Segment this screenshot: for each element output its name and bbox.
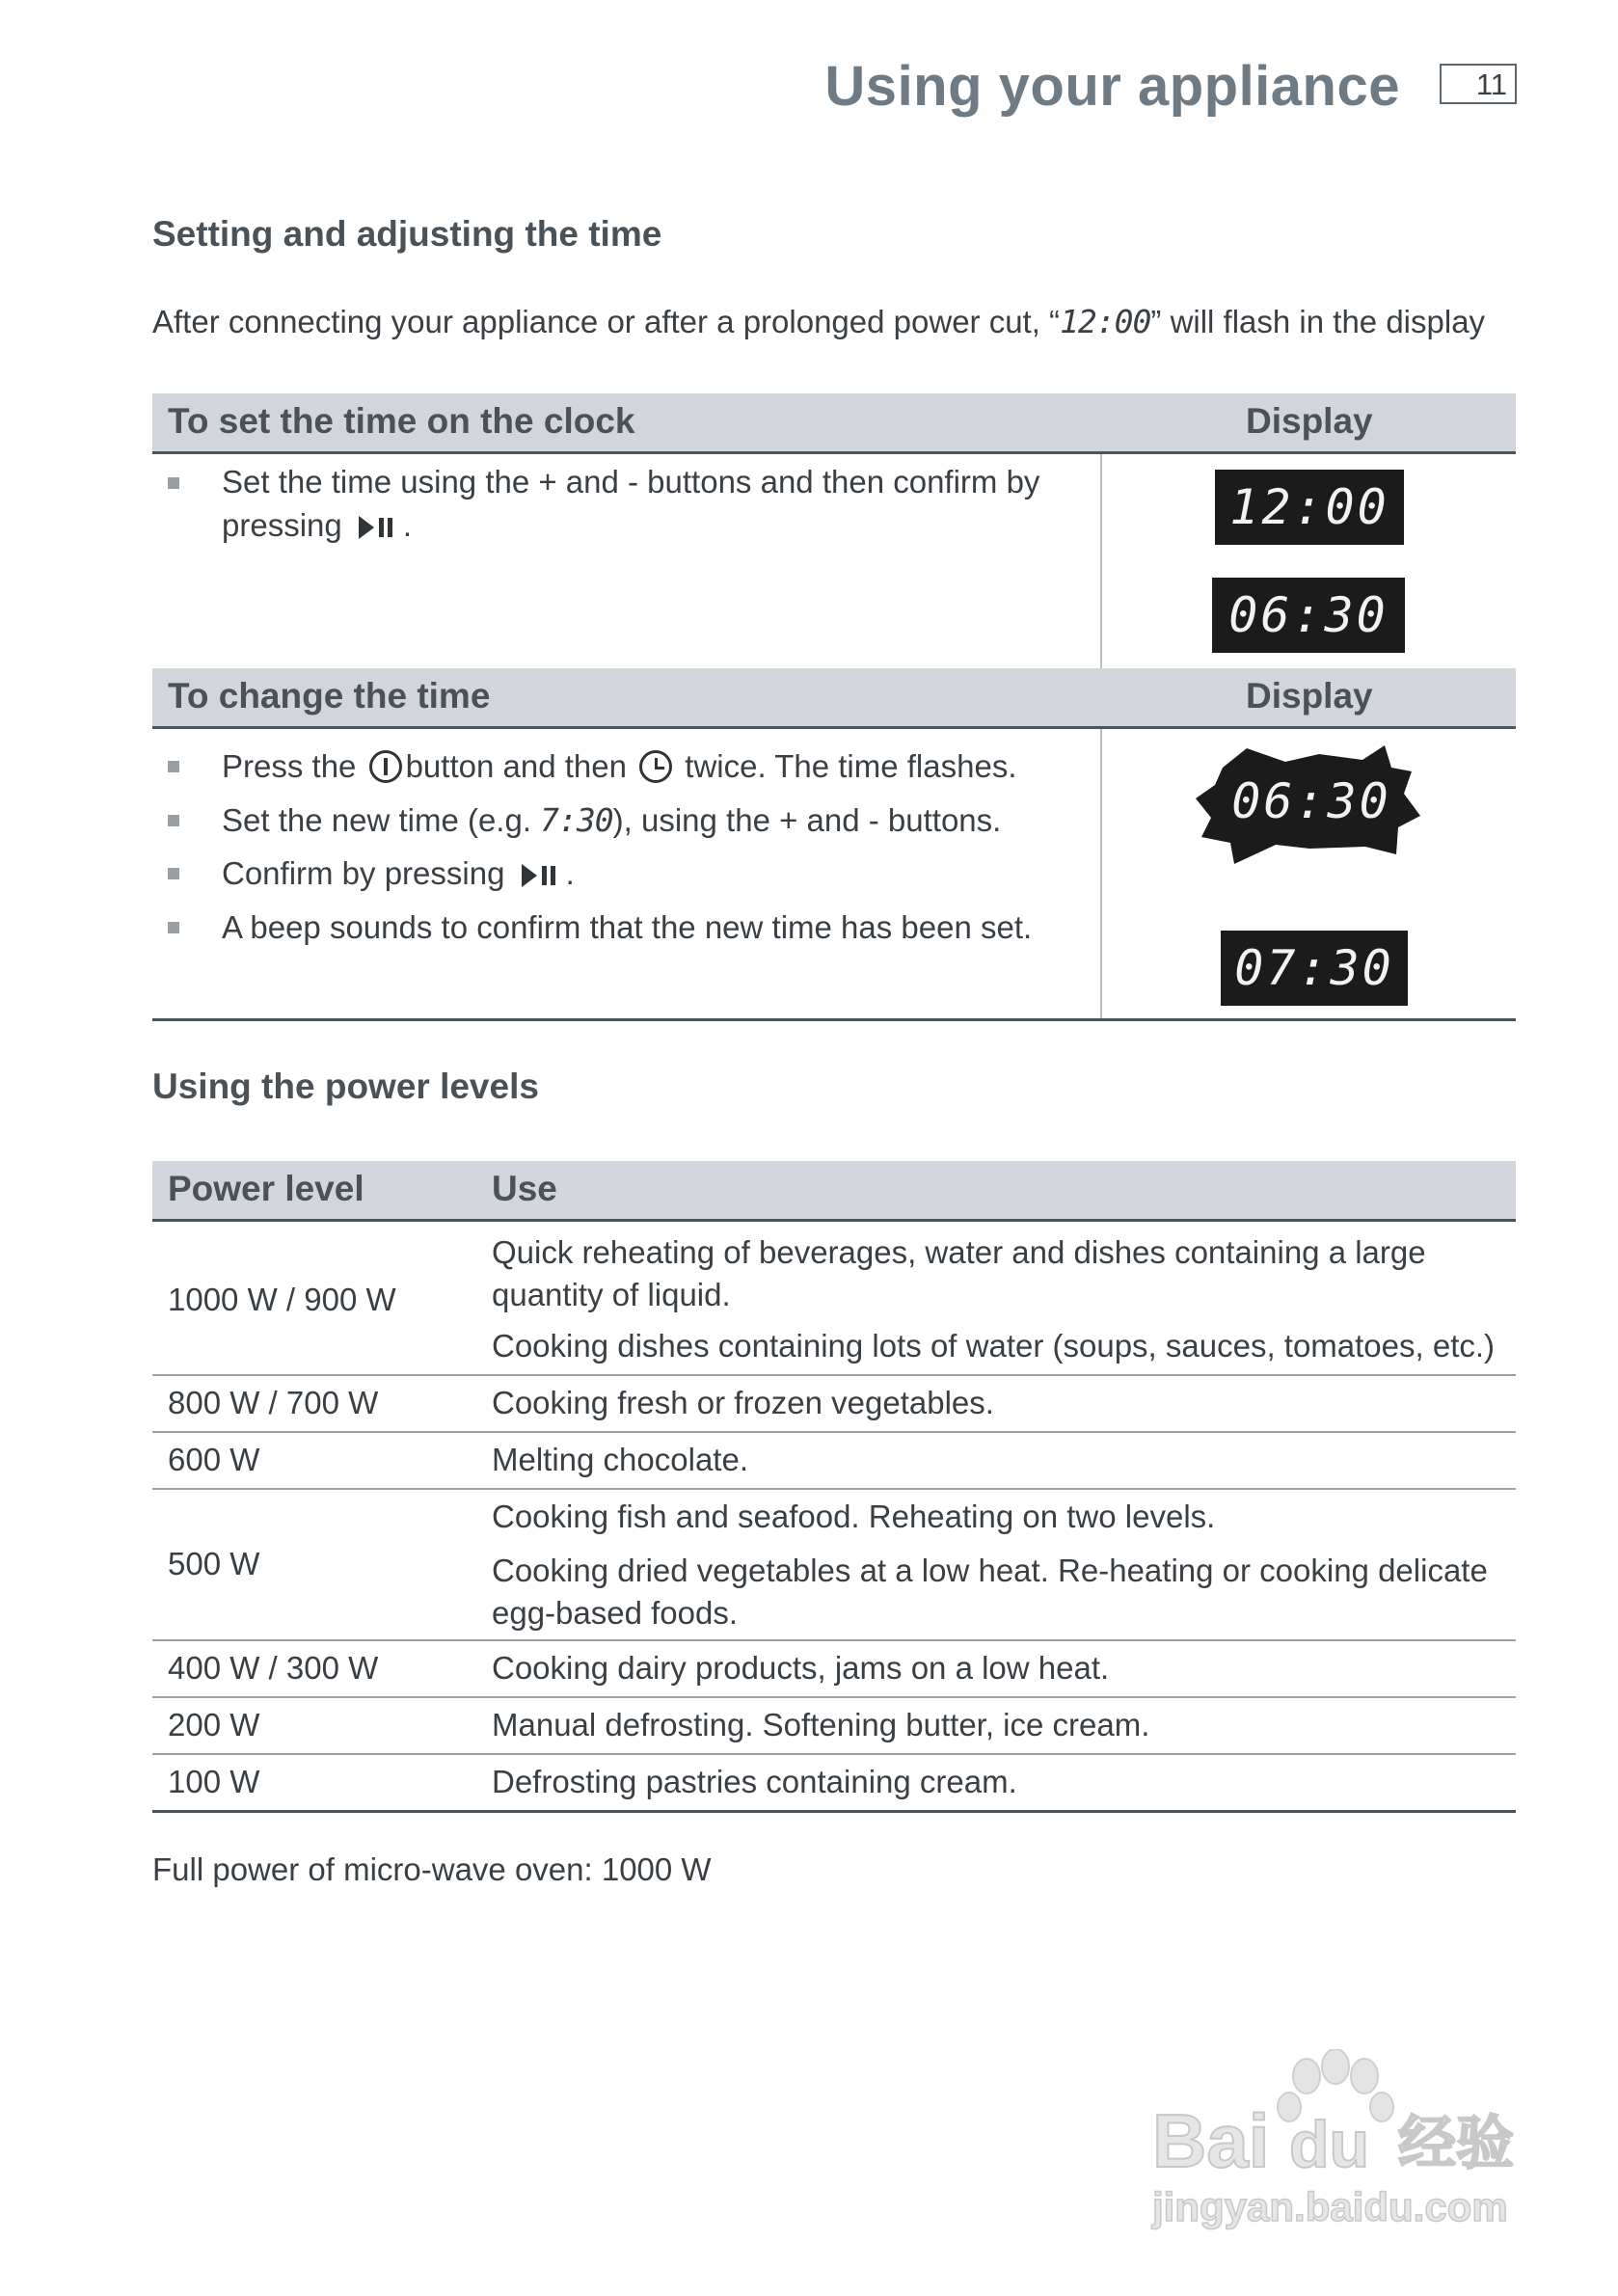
clock-icon: [639, 750, 672, 783]
change-step-3: [222, 851, 575, 895]
power-col-use: Use: [492, 1169, 557, 1208]
change-time-display-header: Display: [1246, 676, 1373, 716]
change-step-1: [222, 744, 1017, 788]
row-divider: [152, 1696, 1516, 1698]
play-pause-icon: [520, 863, 560, 888]
power-use-cell: Cooking dishes containing lots of water (soups, sauces, tomatoes, etc.): [492, 1328, 1496, 1364]
bullet-icon: [168, 761, 179, 772]
power-level-cell: 600 W: [168, 1442, 260, 1477]
power-use-cell: Cooking dairy products, jams on a low heat.: [492, 1650, 1110, 1686]
power-level-cell: 500 W: [168, 1546, 260, 1581]
power-level-cell: 100 W: [168, 1764, 260, 1799]
watermark-brand-du: du: [1289, 2108, 1370, 2181]
power-use-cell: Melting chocolate.: [492, 1442, 748, 1477]
lcd-display-0630: 06:30: [1212, 578, 1405, 653]
row-divider: [152, 1639, 1516, 1641]
power-table-header: [152, 1161, 1516, 1222]
row-divider: [152, 1431, 1516, 1433]
power-use-cell: Cooking fish and seafood. Reheating on two levels.: [492, 1499, 1216, 1534]
row-divider: [152, 1753, 1516, 1755]
section-heading-time: Setting and adjusting the time: [152, 214, 662, 254]
set-time-table-header: [152, 393, 1516, 454]
section-heading-power: Using the power levels: [152, 1067, 539, 1106]
page-header-title: Using your appliance: [824, 55, 1400, 118]
bullet-icon: [168, 477, 179, 489]
intro-text-after: ” will flash in the display: [1150, 304, 1486, 339]
page-number: 11: [1440, 64, 1517, 104]
change-step-3-a: Confirm by pressing: [222, 855, 505, 891]
intro-lcd-value: 12:00: [1060, 303, 1151, 340]
set-table-divider: [1100, 454, 1102, 670]
change-step-1-a: Press the: [222, 748, 357, 784]
set-time-display-header: Display: [1246, 401, 1373, 441]
bullet-icon: [168, 815, 179, 826]
change-table-bottom-rule: [152, 1018, 1516, 1021]
power-level-cell: 400 W / 300 W: [168, 1650, 379, 1686]
change-time-table-header: [152, 668, 1516, 729]
set-step-1-line2: [222, 503, 1039, 547]
change-time-header-label: To change the time: [168, 676, 491, 716]
change-step-4: A beep sounds to confirm that the new time has been set.: [222, 909, 1033, 945]
paw-logo-icon: [1143, 2049, 1528, 2232]
power-level-cell: 800 W / 700 W: [168, 1385, 379, 1420]
bullet-icon: [168, 868, 179, 879]
change-step-2-a: Set the new time (e.g.: [222, 802, 531, 838]
lcd-display-1200: 12:00: [1215, 470, 1404, 545]
intro-text-before: After connecting your appliance or after a prolonged power cut, “: [152, 304, 1061, 339]
power-table-bottom-rule: [152, 1810, 1516, 1813]
timer-button-icon: [369, 750, 402, 783]
change-step-2-lcd: 7:30: [540, 801, 613, 839]
change-step-3-b: .: [565, 855, 575, 891]
lcd-flashing-value: 06:30: [1231, 773, 1391, 829]
watermark-cn: 经验: [1398, 2110, 1514, 2177]
power-level-cell: 1000 W / 900 W: [168, 1282, 396, 1317]
lcd-display-0730: 07:30: [1221, 931, 1408, 1006]
power-use-cell: Cooking fresh or frozen vegetables.: [492, 1385, 994, 1420]
play-pause-icon: [357, 515, 397, 540]
power-use-cell: Quick reheating of beverages, water and dishes containing a large quantity of liquid.: [492, 1234, 1426, 1312]
change-step-2: [222, 798, 1001, 842]
intro-paragraph: [152, 303, 1485, 340]
watermark-url: jingyan.baidu.com: [1152, 2184, 1508, 2229]
footer-note: Full power of micro-wave oven: 1000 W: [152, 1851, 712, 1887]
set-time-header-label: To set the time on the clock: [168, 401, 635, 441]
power-level-cell: 200 W: [168, 1707, 260, 1742]
change-step-1-b: button and then: [405, 748, 627, 784]
row-divider: [152, 1374, 1516, 1376]
change-step-2-b: ), using the + and - buttons.: [612, 802, 1002, 838]
change-table-divider: [1100, 729, 1102, 1018]
power-use-cell: Manual defrosting. Softening butter, ice cream.: [492, 1707, 1150, 1742]
bullet-icon: [168, 922, 179, 933]
set-step-1-line1: Set the time using the + and - buttons and then confirm by: [222, 464, 1040, 500]
power-use-cell: Cooking dried vegetables at a low heat. Re-heating or cooking delicate egg-based foods.: [492, 1553, 1488, 1631]
power-use-cell: Defrosting pastries containing cream.: [492, 1764, 1017, 1799]
change-step-1-c: twice. The time flashes.: [685, 748, 1017, 784]
row-divider: [152, 1488, 1516, 1490]
baidu-watermark: [1143, 2049, 1528, 2232]
set-step-1-pressing: pressing: [222, 507, 342, 543]
set-step-1-end: .: [402, 507, 413, 543]
set-step-1: [222, 460, 1039, 547]
lcd-flashing-burst: [1194, 741, 1423, 866]
power-col-level: Power level: [168, 1169, 364, 1208]
watermark-brand: Bai: [1152, 2098, 1270, 2183]
